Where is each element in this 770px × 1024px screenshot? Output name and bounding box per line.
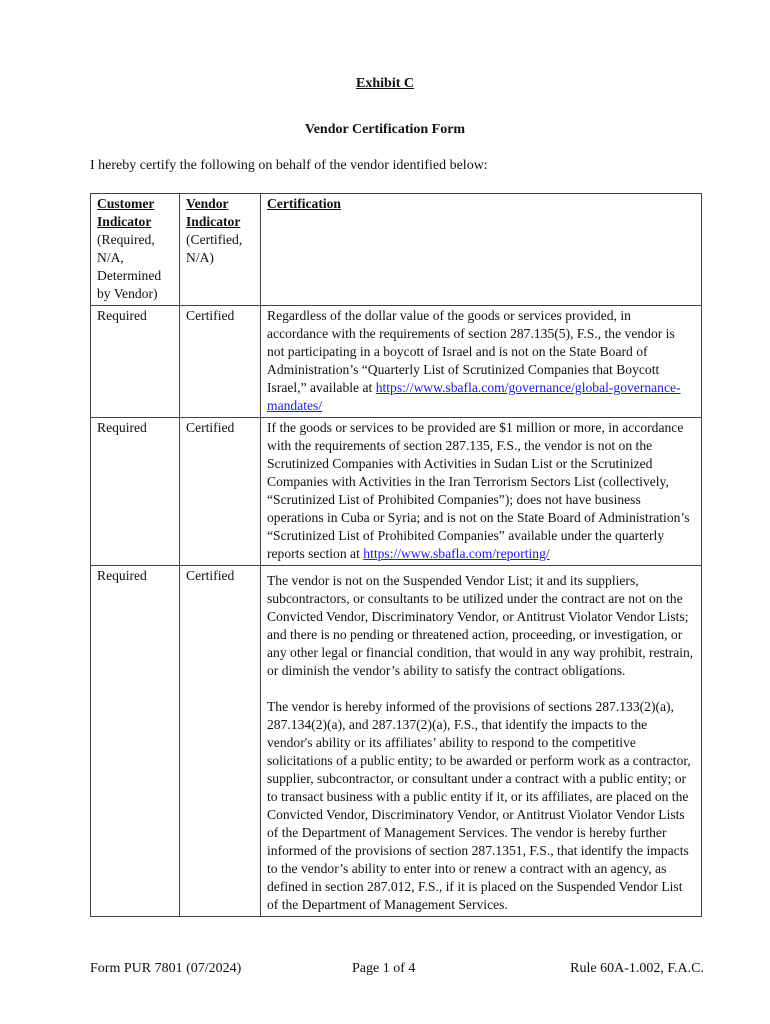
table-header-row [91, 194, 702, 306]
certification-cell [261, 566, 702, 917]
table-row [91, 306, 702, 418]
customer-indicator-label: Customer Indicator [97, 196, 155, 229]
vendor-indicator-note: (Certified, N/A) [186, 232, 243, 265]
customer-indicator-note: (Required, N/A, Determined by Vendor) [97, 232, 162, 301]
sba-governance-link[interactable]: https://www.sbafla.com/governance/global-governance-mandates/ [267, 380, 681, 413]
table-row [91, 566, 702, 917]
vendor-indicator-cell: Certified [180, 566, 261, 917]
intro-text: I hereby certify the following on behalf of the vendor identified below: [90, 158, 488, 173]
vendor-indicator-label: Vendor Indicator [186, 196, 241, 229]
certification-text: The vendor is not on the Suspended Vendor List; it and its suppliers, subcontractors, or consultants to be utilized under the contract are not on the Convicted Vendor, Discriminatory Vendor, or Antitrust Violator Vendor Lists; and there is no pending or threatened action, proceeding, or investigation, or any other legal or financial condition, that would in any way prohibit, restrain, or diminish the vendor’s ability to satisfy the contract obligations. [267, 573, 694, 678]
certification-table [90, 193, 702, 917]
vendor-indicator-cell: Certified [180, 306, 261, 418]
customer-indicator-cell: Required [91, 418, 180, 566]
certification-text: Regardless of the dollar value of the goods or services provided, in accordance with the requirements of section 287.135(5), F.S., the vendor is not participating in a boycott of Israel and is not on the State Board of Administration’s “Quarterly List of Scrutinized Companies that Boycott Israel,” available at [267, 308, 675, 395]
certification-text: If the goods or services to be provided are $1 million or more, in accordance with the requirements of section 287.135, F.S., the vendor is not on the Scrutinized Companies with Activities in Sudan List or the Scrutinized Companies with Activities in the Iran Terrorism Sectors List (collectively, “Scrutinized List of Prohibited Companies”); does not have business operations in Cuba or Syria; and is not on the State Board of Administration’s “Scrutinized List of Prohibited Companies” available under the quarterly reports section at [267, 420, 690, 561]
certification-cell [261, 418, 702, 566]
sba-reporting-link[interactable]: https://www.sbafla.com/reporting/ [363, 546, 550, 561]
paragraph-spacer [267, 680, 695, 698]
certification-label: Certification [267, 196, 341, 211]
customer-indicator-header [91, 194, 180, 306]
customer-indicator-cell: Required [91, 306, 180, 418]
page-number: Page 1 of 4 [352, 961, 416, 976]
form-number: Form PUR 7801 (07/2024) [90, 961, 242, 976]
exhibit-title: Exhibit C [356, 76, 414, 91]
rule-reference: Rule 60A-1.002, F.A.C. [570, 961, 704, 976]
certification-text-continued: The vendor is hereby informed of the provisions of sections 287.133(2)(a), 287.134(2)(a), and 287.137(2)(a), F.S., that identify the impacts to the vendor's ability or its affiliates’ ability to respond to the competitive solicitations of a public entity; to be awarded or perform work as a contractor, supplier, subcontractor, or consultant under a contract with a public entity; or to transact business with a public entity if it, or its affiliates, are placed on the Convicted Vendor, Discriminatory Vendor, or Antitrust Violator Vendor Lists of the Department of Management Services. The vendor is hereby further informed of the provisions of section 287.1351, F.S., that identify the impacts to the vendor’s ability to enter into or renew a contract with an agency, as defined in section 287.012, F.S., if it is placed on the Suspended Vendor List of the Department of Management Services. [267, 699, 691, 912]
customer-indicator-cell: Required [91, 566, 180, 917]
table-row [91, 418, 702, 566]
vendor-indicator-header [180, 194, 261, 306]
form-title: Vendor Certification Form [304, 122, 466, 137]
vendor-indicator-cell: Certified [180, 418, 261, 566]
certification-cell [261, 306, 702, 418]
certification-header [261, 194, 702, 306]
